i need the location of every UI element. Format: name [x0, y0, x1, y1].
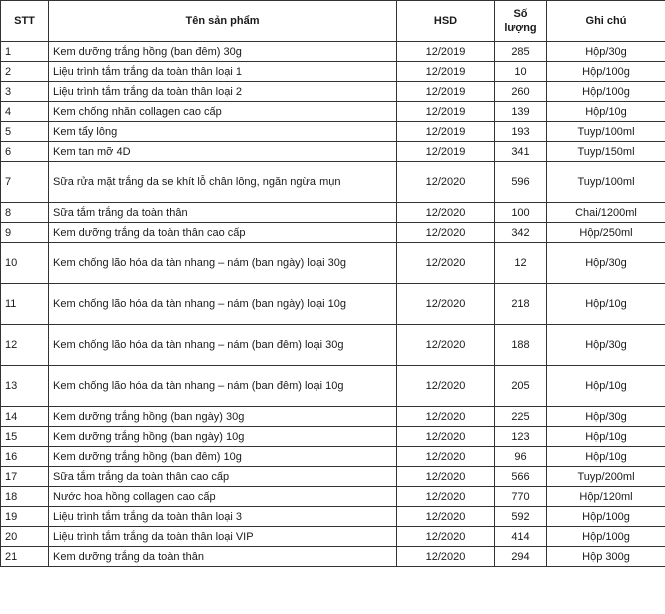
row-hsd: 12/2019: [397, 122, 495, 142]
row-stt: 12: [1, 325, 49, 366]
table-row: [1, 325, 665, 366]
row-stt: 3: [1, 82, 49, 102]
row-hsd: 12/2020: [397, 223, 495, 243]
table-body: [1, 42, 665, 567]
row-note: Hộp/250ml: [547, 223, 665, 243]
row-product-name: Kem chống lão hóa da tàn nhang – nám (ban đêm) loại 30g: [49, 325, 397, 366]
row-note: Hộp/10g: [547, 102, 665, 122]
row-hsd: 12/2019: [397, 62, 495, 82]
row-note: Hộp/30g: [547, 325, 665, 366]
row-hsd: 12/2020: [397, 284, 495, 325]
row-stt: 18: [1, 487, 49, 507]
row-quantity: 218: [495, 284, 547, 325]
row-quantity: 139: [495, 102, 547, 122]
row-hsd: 12/2020: [397, 162, 495, 203]
row-hsd: 12/2020: [397, 366, 495, 407]
row-hsd: 12/2020: [397, 407, 495, 427]
row-product-name: Kem chống lão hóa da tàn nhang – nám (ban đêm) loại 10g: [49, 366, 397, 407]
header-stt: STT: [1, 1, 49, 42]
row-product-name: Kem chống lão hóa da tàn nhang – nám (ban ngày) loại 30g: [49, 243, 397, 284]
row-note: Hộp/100g: [547, 62, 665, 82]
row-stt: 14: [1, 407, 49, 427]
row-stt: 21: [1, 547, 49, 567]
row-product-name: Liệu trình tắm trắng da toàn thân loại 3: [49, 507, 397, 527]
row-hsd: 12/2020: [397, 507, 495, 527]
row-quantity: 225: [495, 407, 547, 427]
row-note: Hộp/10g: [547, 284, 665, 325]
table-row: [1, 427, 665, 447]
row-note: Hộp 300g: [547, 547, 665, 567]
row-quantity: 770: [495, 487, 547, 507]
table-row: [1, 142, 665, 162]
table-row: [1, 62, 665, 82]
row-stt: 1: [1, 42, 49, 62]
row-note: Hộp/30g: [547, 243, 665, 284]
row-product-name: Kem dưỡng trắng hồng (ban đêm) 10g: [49, 447, 397, 467]
row-note: Tuyp/150ml: [547, 142, 665, 162]
row-quantity: 188: [495, 325, 547, 366]
row-stt: 13: [1, 366, 49, 407]
row-quantity: 205: [495, 366, 547, 407]
table-row: [1, 547, 665, 567]
row-stt: 7: [1, 162, 49, 203]
row-note: Hộp/10g: [547, 447, 665, 467]
row-hsd: 12/2020: [397, 203, 495, 223]
row-note: Hộp/100g: [547, 527, 665, 547]
row-product-name: Kem dưỡng trắng hồng (ban đêm) 30g: [49, 42, 397, 62]
row-stt: 16: [1, 447, 49, 467]
row-note: Tuyp/100ml: [547, 162, 665, 203]
row-quantity: 342: [495, 223, 547, 243]
header-quantity: Số lượng: [495, 1, 547, 42]
table-row: [1, 102, 665, 122]
row-hsd: 12/2019: [397, 142, 495, 162]
row-quantity: 10: [495, 62, 547, 82]
row-product-name: Kem tan mỡ 4D: [49, 142, 397, 162]
row-stt: 20: [1, 527, 49, 547]
row-quantity: 285: [495, 42, 547, 62]
row-note: Hộp/30g: [547, 42, 665, 62]
table-row: [1, 243, 665, 284]
row-stt: 8: [1, 203, 49, 223]
table-row: [1, 42, 665, 62]
row-quantity: 260: [495, 82, 547, 102]
row-quantity: 193: [495, 122, 547, 142]
row-product-name: Liệu trình tắm trắng da toàn thân loại VIP: [49, 527, 397, 547]
row-product-name: Sữa rửa mặt trắng da se khít lỗ chân lông, ngăn ngừa mụn: [49, 162, 397, 203]
row-hsd: 12/2020: [397, 467, 495, 487]
row-stt: 17: [1, 467, 49, 487]
row-stt: 4: [1, 102, 49, 122]
row-quantity: 96: [495, 447, 547, 467]
table-row: [1, 487, 665, 507]
row-product-name: Sữa tắm trắng da toàn thân: [49, 203, 397, 223]
table-row: [1, 122, 665, 142]
table-row: [1, 162, 665, 203]
table-row: [1, 407, 665, 427]
table-header-row: [1, 1, 665, 42]
row-product-name: Kem chống lão hóa da tàn nhang – nám (ban ngày) loại 10g: [49, 284, 397, 325]
table-row: [1, 507, 665, 527]
row-product-name: Kem dưỡng trắng da toàn thân cao cấp: [49, 223, 397, 243]
row-hsd: 12/2020: [397, 527, 495, 547]
table-row: [1, 447, 665, 467]
table-row: [1, 284, 665, 325]
row-product-name: Kem tẩy lông: [49, 122, 397, 142]
row-quantity: 592: [495, 507, 547, 527]
row-note: Hộp/100g: [547, 82, 665, 102]
row-hsd: 12/2020: [397, 243, 495, 284]
row-note: Hộp/30g: [547, 407, 665, 427]
row-quantity: 294: [495, 547, 547, 567]
row-quantity: 100: [495, 203, 547, 223]
row-product-name: Nước hoa hồng collagen cao cấp: [49, 487, 397, 507]
row-hsd: 12/2019: [397, 102, 495, 122]
row-product-name: Liệu trình tắm trắng da toàn thân loại 1: [49, 62, 397, 82]
row-product-name: Kem dưỡng trắng da toàn thân: [49, 547, 397, 567]
row-note: Tuyp/200ml: [547, 467, 665, 487]
row-quantity: 566: [495, 467, 547, 487]
table-row: [1, 223, 665, 243]
row-stt: 15: [1, 427, 49, 447]
row-hsd: 12/2019: [397, 42, 495, 62]
row-hsd: 12/2020: [397, 487, 495, 507]
row-stt: 2: [1, 62, 49, 82]
header-product-name: Tên sản phẩm: [49, 1, 397, 42]
header-hsd: HSD: [397, 1, 495, 42]
row-product-name: Kem dưỡng trắng hồng (ban ngày) 10g: [49, 427, 397, 447]
row-hsd: 12/2020: [397, 427, 495, 447]
row-note: Hộp/10g: [547, 427, 665, 447]
row-hsd: 12/2019: [397, 82, 495, 102]
row-note: Tuyp/100ml: [547, 122, 665, 142]
row-stt: 9: [1, 223, 49, 243]
row-stt: 10: [1, 243, 49, 284]
row-product-name: Kem chống nhăn collagen cao cấp: [49, 102, 397, 122]
row-note: Hộp/10g: [547, 366, 665, 407]
row-product-name: Sữa tắm trắng da toàn thân cao cấp: [49, 467, 397, 487]
row-quantity: 414: [495, 527, 547, 547]
table-row: [1, 527, 665, 547]
row-quantity: 123: [495, 427, 547, 447]
row-quantity: 341: [495, 142, 547, 162]
row-note: Hộp/120ml: [547, 487, 665, 507]
row-stt: 19: [1, 507, 49, 527]
row-hsd: 12/2020: [397, 447, 495, 467]
table-row: [1, 467, 665, 487]
table-row: [1, 203, 665, 223]
row-stt: 11: [1, 284, 49, 325]
header-note: Ghi chú: [547, 1, 665, 42]
row-stt: 5: [1, 122, 49, 142]
table-row: [1, 82, 665, 102]
row-hsd: 12/2020: [397, 325, 495, 366]
row-product-name: Kem dưỡng trắng hồng (ban ngày) 30g: [49, 407, 397, 427]
row-note: Hộp/100g: [547, 507, 665, 527]
row-hsd: 12/2020: [397, 547, 495, 567]
row-stt: 6: [1, 142, 49, 162]
row-quantity: 12: [495, 243, 547, 284]
row-product-name: Liệu trình tắm trắng da toàn thân loại 2: [49, 82, 397, 102]
row-quantity: 596: [495, 162, 547, 203]
row-note: Chai/1200ml: [547, 203, 665, 223]
table-row: [1, 366, 665, 407]
